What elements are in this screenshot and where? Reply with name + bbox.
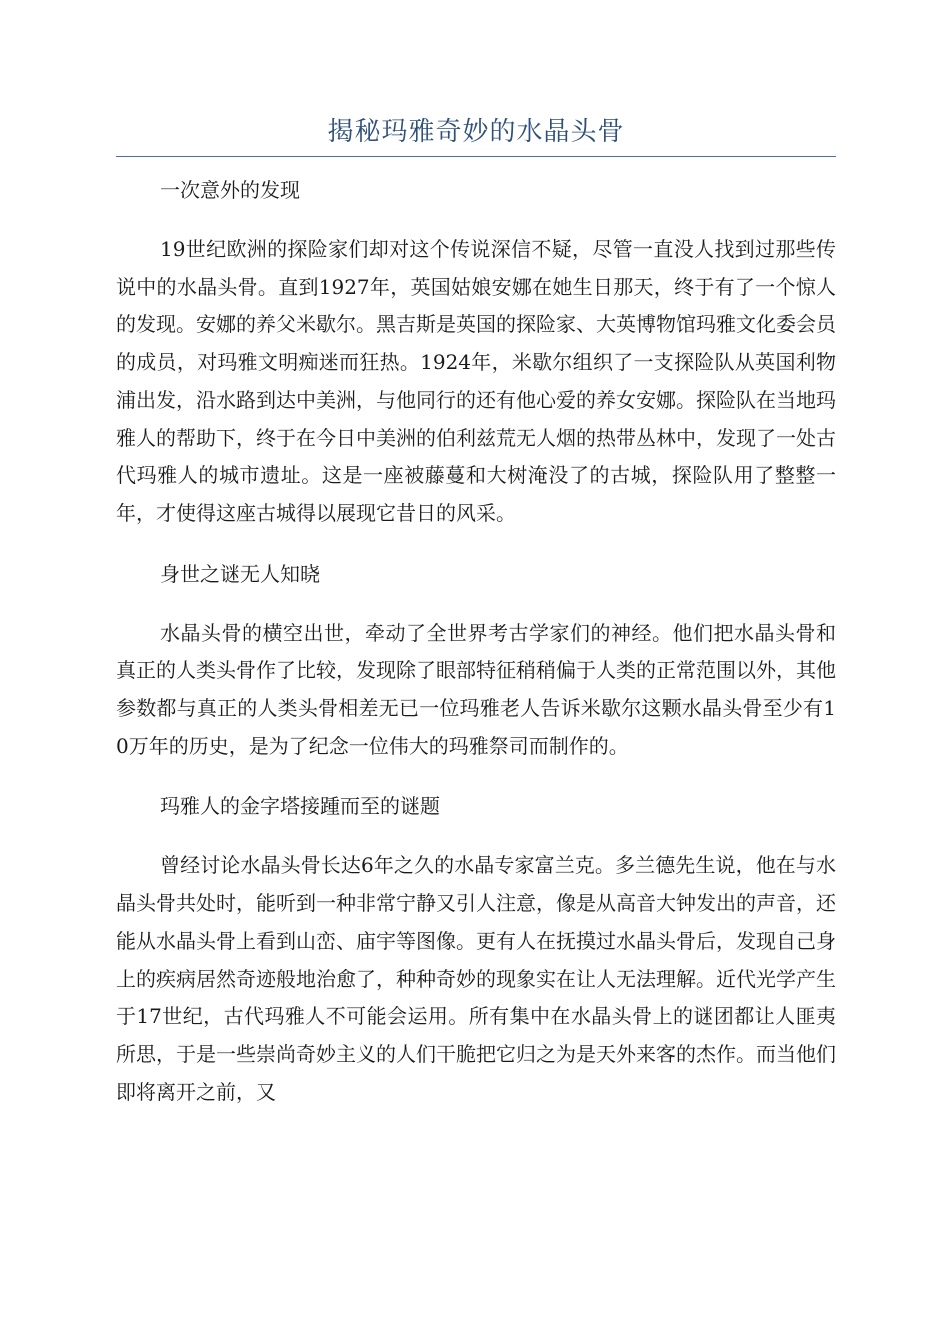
section-heading-pyramid: 玛雅人的金字塔接踵而至的谜题 (160, 794, 440, 819)
title-underline (116, 156, 836, 157)
section-heading-discovery: 一次意外的发现 (160, 178, 300, 202)
document-page (116, 112, 836, 1133)
section-heading-origin: 身世之谜无人知晓 (160, 561, 320, 586)
document-title: 揭秘玛雅奇妙的水晶头骨 (327, 117, 625, 147)
section-paragraph-pyramid: 曾经讨论水晶头骨长达6年之久的水晶专家富兰克。多兰德先生说，他在与水晶头骨共处时，能听到一种非常宁静又引人注意，像是从高音大钟发出的声音，还能从水晶头骨上看到山峦、庙宇等图像。更有人在抚摸过水晶头骨后，发现自己身上的疾病居然奇迹般地治愈了，种种奇妙的现象实在让人无法理解。近代光学产生于17世纪，古代玛雅人不可能会运用。所有集中在水晶头骨上的谜团都让人匪夷所思，于是一些崇尚奇妙主义的人们干脆把它归之为是天外来客的杰作。而当他们即将离开之前，又 (116, 853, 836, 1104)
section-paragraph-origin: 水晶头骨的横空出世，牵动了全世界考古学家们的神经。他们把水晶头骨和真正的人类头骨作了比较，发现除了眼部特征稍稍偏于人类的正常范围以外，其他参数都与真正的人类头骨相差无已一位玛雅老人告诉米歇尔这颗水晶头骨至少有10万年的历史，是为了纪念一位伟大的玛雅祭司而制作的。 (116, 620, 836, 758)
section-paragraph-discovery: 19世纪欧洲的探险家们却对这个传说深信不疑，尽管一直没人找到过那些传说中的水晶头骨。直到1927年，英国姑娘安娜在她生日那天，终于有了一个惊人的发现。安娜的养父米歇尔。黑吉斯是英国的探险家、大英博物馆玛雅文化委会员的成员，对玛雅文明痴迷而狂热。1924年，米歇尔组织了一支探险队从英国利物浦出发，沿水路到达中美洲，与他同行的还有他心爱的养女安娜。探险队在当地玛雅人的帮助下，终于在今日中美洲的伯利兹荒无人烟的热带丛林中，发现了一处古代玛雅人的城市遗址。这是一座被藤蔓和大树淹没了的古城，探险队用了整整一年，才使得这座古城得以展现它昔日的风采。 (116, 237, 836, 525)
